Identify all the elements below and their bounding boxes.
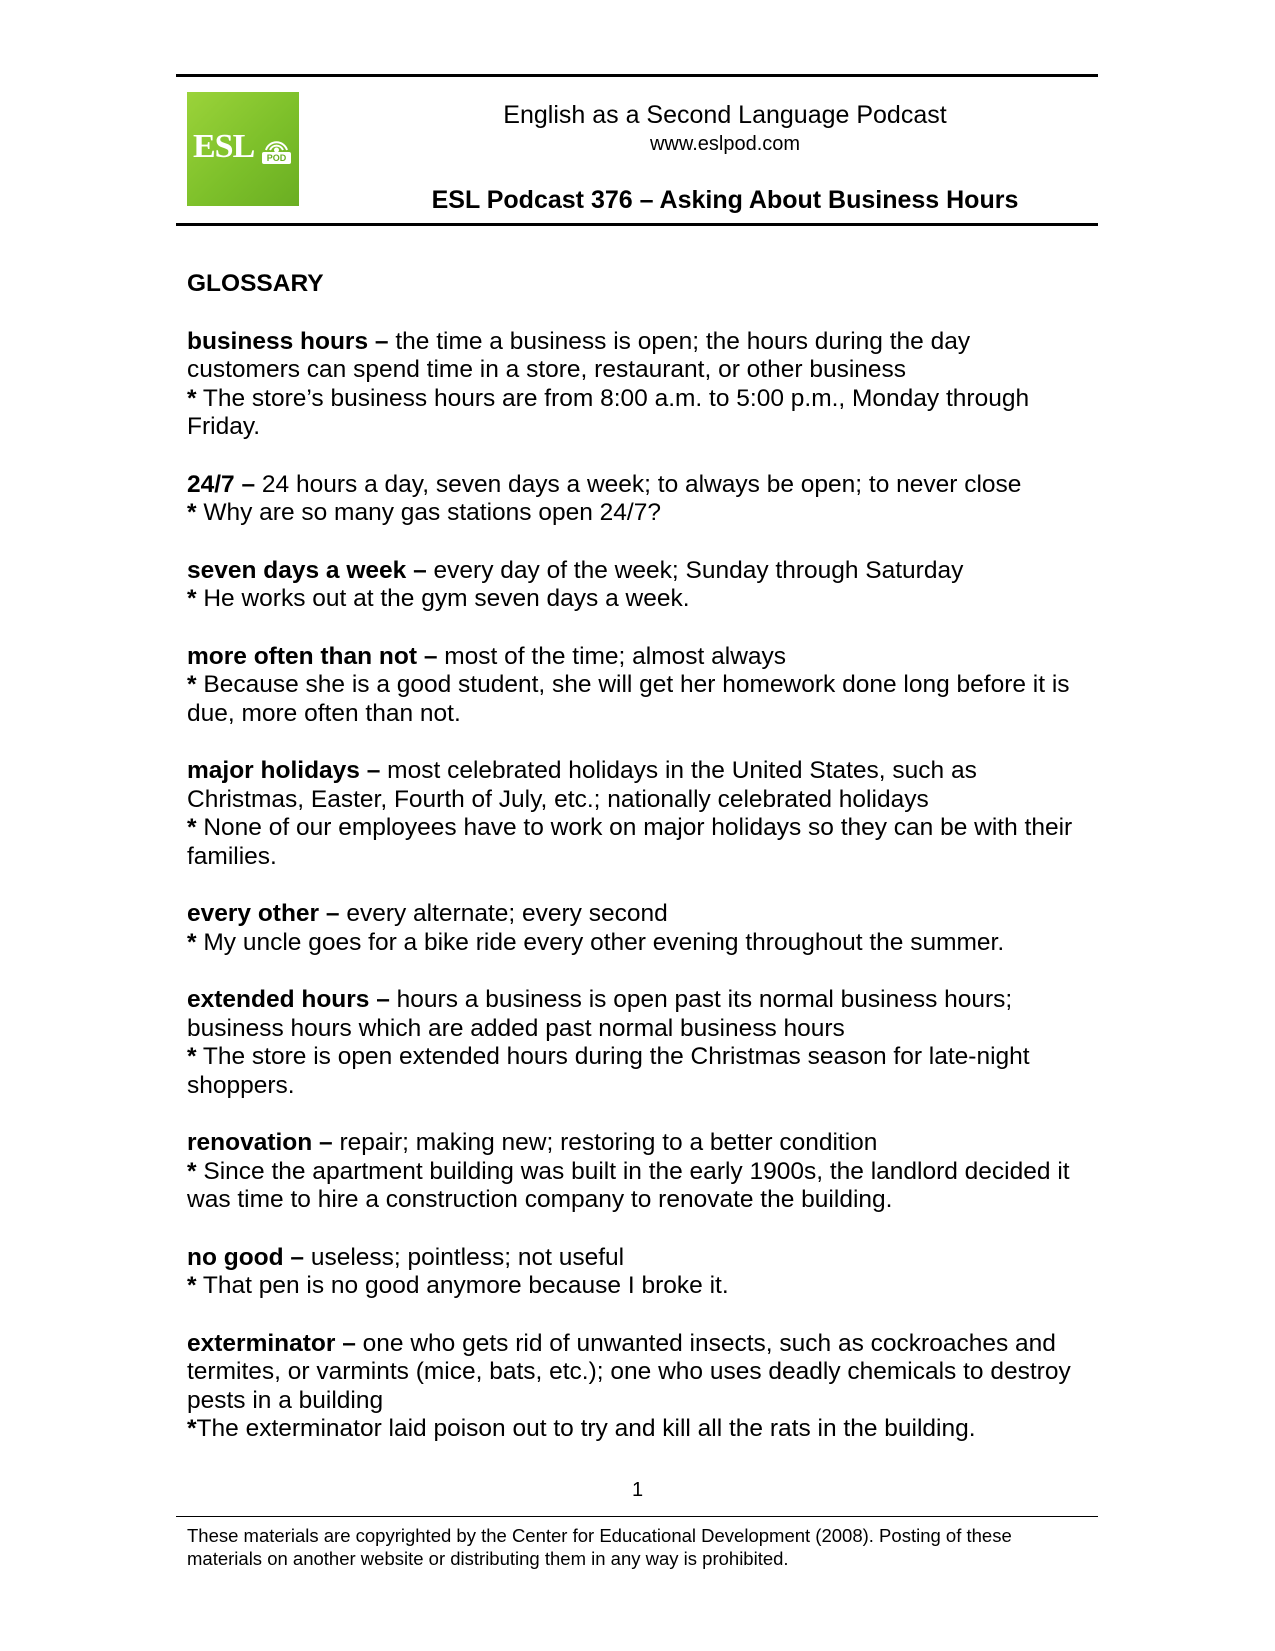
glossary-definition: every alternate; every second [339,900,668,927]
top-rule [176,74,1098,77]
page-number: 1 [631,1479,644,1501]
entry-definition-line [187,471,1087,500]
glossary-term: no good – [187,1243,305,1271]
glossary-example: My uncle goes for a bike ride every other evening throughout the summer. [196,928,1005,956]
website-url[interactable]: www.eslpod.com [649,133,801,155]
glossary-example: The store is open extended hours during the Christmas season for late-night shoppers. [187,1043,1030,1099]
glossary-term: every other – [187,900,340,927]
entry-example-line [187,1158,1087,1215]
glossary-definition: repair; making new; restoring to a better condition [332,1129,878,1156]
glossary-term: extended hours – [187,986,390,1013]
glossary-entry [187,643,1087,729]
glossary-entry [187,986,1087,1100]
glossary-term: business hours – [187,327,389,355]
episode-title: ESL Podcast 376 – Asking About Business Hours [431,186,1019,214]
glossary-definition: the time a business is open; the hours during the day customers can spend time in a store, restaurant, or other business [187,327,971,383]
glossary-list [187,328,1087,1444]
glossary-example: None of our employees have to work on major holidays so they can be with their families. [187,814,1073,870]
glossary-term: renovation – [187,1129,333,1156]
example-marker: * [187,814,197,841]
glossary-example: Because she is a good student, she will get her homework done long before it is due, more often than not. [187,671,1070,727]
glossary-example: The store’s business hours are from 8:00 a.m. to 5:00 p.m., Monday through Friday. [187,384,1030,440]
entry-example-line [187,585,1087,614]
glossary-entry [187,757,1087,871]
entry-definition-line [187,757,1087,814]
glossary-definition: hours a business is open past its normal business hours; business hours which are added past normal business hours [187,986,1013,1042]
entry-definition-line [187,986,1087,1043]
entry-definition-line [187,643,1087,672]
glossary-term: 24/7 – [187,470,256,498]
example-marker: * [187,499,197,526]
entry-definition-line [187,557,1087,586]
logo-badge-label: POD [262,152,291,164]
example-marker: * [187,384,197,412]
example-marker: * [187,1272,197,1299]
glossary-entry [187,1244,1087,1301]
entry-definition-line [187,900,1087,929]
eslpod-logo [187,92,299,206]
header-rule [176,223,1098,226]
entry-definition-line [187,1129,1087,1158]
glossary-content [187,270,1087,1473]
example-marker: * [187,1157,197,1185]
podcast-broadcast-icon [262,134,291,165]
glossary-entry [187,471,1087,528]
logo-text: ESL [193,128,255,165]
entry-example-line [187,1043,1087,1100]
glossary-entry [187,328,1087,442]
glossary-definition: most celebrated holidays in the United States, such as Christmas, Easter, Fourth of July, etc.; nationally celebrated holidays [187,757,977,813]
glossary-example: The exterminator laid poison out to try and kill all the rats in the building. [196,1415,976,1442]
entry-definition-line [187,1330,1087,1416]
copyright-notice: These materials are copyrighted by the Center for Educational Development (2008). Posting of these materials on another website or distributing them in any way is prohibited. [187,1525,1012,1569]
glossary-definition: most of the time; almost always [437,642,787,670]
entry-example-line [187,1272,1087,1301]
glossary-definition: 24 hours a day, seven days a week; to always be open; to never close [255,470,1022,498]
example-marker: * [187,928,197,956]
glossary-term: more often than not – [187,642,438,670]
glossary-entry [187,1330,1087,1444]
glossary-term: exterminator – [187,1329,356,1357]
glossary-entry [187,557,1087,614]
podcast-title: English as a Second Language Podcast [503,101,947,129]
glossary-term: major holidays – [187,757,381,784]
glossary-definition: every day of the week; Sunday through Saturday [426,556,964,584]
glossary-example: Since the apartment building was built in the early 1900s, the landlord decided it was time to hire a construction company to renovate the building. [187,1157,1070,1213]
example-marker: * [187,671,197,698]
entry-example-line [187,671,1087,728]
glossary-definition: useless; pointless; not useful [304,1243,625,1271]
entry-example-line [187,385,1087,442]
glossary-definition: one who gets rid of unwanted insects, such as cockroaches and termites, or varmints (mice, bats, etc.); one who uses deadly chemicals to destroy pests in a building [187,1329,1071,1414]
entry-example-line [187,499,1087,528]
footer-rule [176,1516,1098,1517]
example-marker: * [187,1043,197,1070]
glossary-example: He works out at the gym seven days a week. [196,585,690,612]
entry-definition-line [187,328,1087,385]
example-marker: * [187,585,197,612]
glossary-entry [187,900,1087,957]
entry-example-line [187,929,1087,958]
glossary-heading: GLOSSARY [187,270,324,297]
glossary-example: Why are so many gas stations open 24/7? [196,499,661,526]
entry-example-line [187,814,1087,871]
example-marker: * [187,1415,197,1442]
glossary-term: seven days a week – [187,556,427,584]
entry-example-line [187,1415,1087,1444]
glossary-entry [187,1129,1087,1215]
entry-definition-line [187,1244,1087,1273]
glossary-example: That pen is no good anymore because I broke it. [196,1272,729,1299]
